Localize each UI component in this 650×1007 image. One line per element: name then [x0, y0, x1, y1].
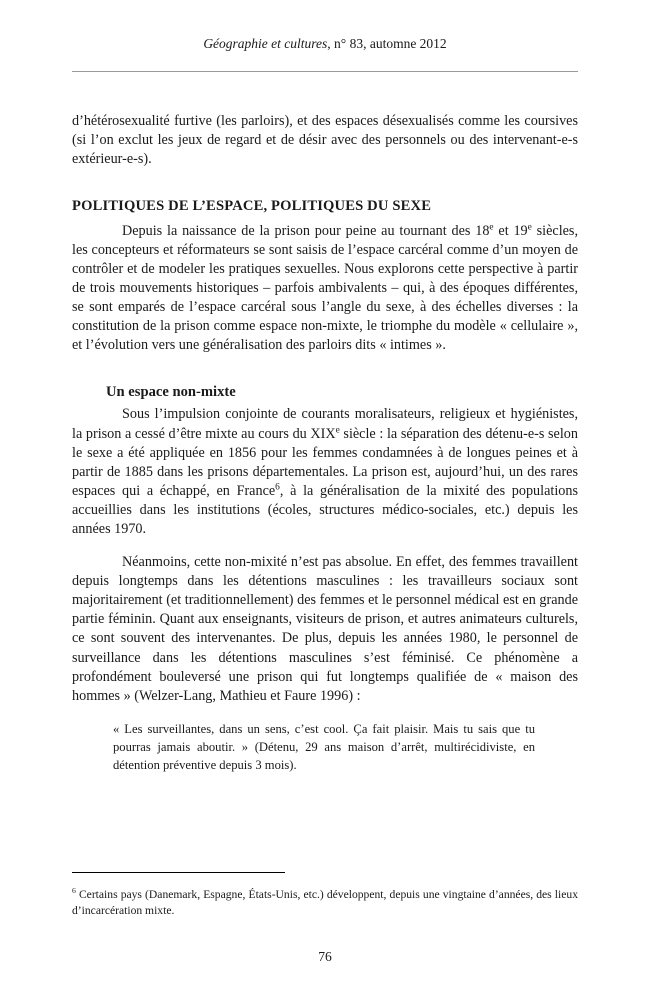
- footnote-reference-6[interactable]: 6: [275, 482, 280, 493]
- footnote-entry: [72, 887, 578, 920]
- footnote-marker-6: 6: [72, 886, 76, 896]
- paragraph-politiques-text-3: siècles, les concepteurs et réformateurs se sont saisis de l’espace carcéral comme d’un moyen de contrôler et de modeler les pratiques sexuelles. Nous explorons cette perspective à partir de trois mouvements historiques – parfois ambivalents – qui, à des époques différentes, se sont emparés de l’espace carcéral sous l’angle du sexe, à des échelles diverses : la constitution de la prison comme espace non-mixte, le triomphe du modèle « cellulaire », et l’évolution vers une généralisation des parloirs dits « intimes ».: [72, 222, 578, 354]
- block-quote-detenu: « Les surveillantes, dans un sens, c’est cool. Ça fait plaisir. Mais tu sais que tu pourras jamais aboutir. » (Détenu, 29 ans maison d’arrêt, multirécidiviste, en détention préventive depuis 3 mois).: [113, 721, 535, 772]
- paragraph-politiques-text-1: Depuis la naissance de la prison pour peine au tournant des 18: [122, 222, 490, 239]
- sub-heading: Un espace non-mixte: [106, 384, 236, 401]
- paragraph-politiques-text-2: et 19: [493, 222, 528, 239]
- journal-title: Géographie et cultures: [203, 36, 328, 51]
- superscript-ordinal-xixe: e: [335, 424, 340, 435]
- superscript-ordinal-18e: e: [489, 221, 494, 232]
- paragraph-neanmoins: Néanmoins, cette non-mixité n’est pas absolue. En effet, des femmes travaillent depuis longtemps dans les détentions masculines : les travailleurs sociaux sont majoritairement (et traditionnellement) des femmes et le personnel médical est en grande partie féminin. Quant aux enseignants, visiteurs de prison, et autres animateurs culturels, ce sont souvent des intervenantes. De plus, depuis les années 1980, le personnel de surveillance dans les détentions masculines s’est féminisé. Ce phénomène a profondément bouleversé une prison qui fut longtemps qualifiée de « maison des hommes » (Welzer-Lang, Mathieu et Faure 1996) :: [72, 554, 578, 704]
- body-content: [72, 112, 578, 774]
- issue-info: , n° 83, automne 2012: [327, 36, 447, 51]
- paragraph-espace-text-3: , à la généralisation de la mixité des populations accueillies dans les institutions (écoles, structures médico-sociales, etc.) depuis les années 1970.: [72, 482, 578, 537]
- footnote-text: Certains pays (Danemark, Espagne, États-Unis, etc.) développent, depuis une vingtaine d’années, des lieux d’incarcération mixte.: [72, 888, 578, 918]
- section-heading: POLITIQUES DE L’ESPACE, POLITIQUES DU SEXE: [72, 198, 432, 215]
- paragraph-politiques: [72, 222, 578, 356]
- superscript-ordinal-19e: e: [527, 221, 532, 232]
- paragraph-espace-text-2: siècle : la séparation des détenu-e-s selon le sexe a été appliquée en 1856 pour les femmes condamnées à de longues peines et à partir de 1885 dans les prisons départementales. La prison est, aujourd’hui, un des rares espaces qui a échappé, en France: [72, 425, 578, 499]
- header-rule: [72, 71, 578, 72]
- paragraph-espace-text-1: Sous l’impulsion conjointe de courants moralisateurs, religieux et hygiénistes, la prison a cessé d’être mixte au cours du XIX: [72, 406, 578, 442]
- page-number: 76: [318, 949, 332, 964]
- running-head: [72, 36, 578, 52]
- paragraph-continuation: d’hétérosexualité furtive (les parloirs), et des espaces désexualisés comme les coursives (si l’on exclut les jeux de regard et de désir avec des personnels ou des intervenant-e-s extérieur-e-s).: [72, 113, 578, 168]
- footnote-area: [72, 872, 578, 920]
- footnote-separator-rule: [72, 872, 285, 873]
- paragraph-espace-non-mixte: [72, 405, 578, 539]
